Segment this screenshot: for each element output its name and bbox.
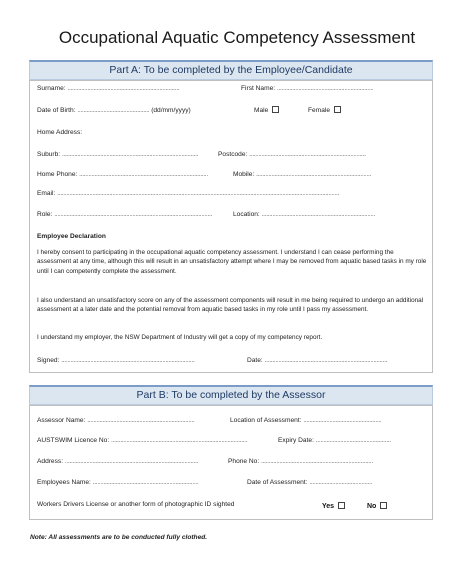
postcode-field[interactable]: Postcode: ............................................................................ — [218, 151, 366, 158]
home-phone-field[interactable]: Home Phone: .................................................................................... — [37, 171, 208, 178]
declaration-heading: Employee Declaration — [37, 233, 106, 240]
yes-checkbox[interactable]: Yes — [322, 502, 345, 510]
date-field[interactable]: Date: ................................................................................ — [247, 357, 388, 364]
location-field[interactable]: Location: .......................................................................... — [233, 211, 375, 218]
role-field[interactable]: Role: ....................................................................................................... — [37, 211, 213, 218]
location-of-assessment-field[interactable]: Location of Assessment: ................................................... — [230, 417, 382, 424]
phone-no-field[interactable]: Phone No: ......................................................................... — [228, 458, 373, 465]
page-title: Occupational Aquatic Competency Assessment — [58, 28, 416, 47]
mobile-field[interactable]: Mobile: ........................................................................... — [233, 171, 372, 178]
address-field[interactable]: Address: ....................................................................................... — [37, 458, 199, 465]
date-of-assessment-field[interactable]: Date of Assessment: ......................................... — [247, 479, 373, 486]
surname-field[interactable]: Surname: ......................................................................... — [37, 85, 180, 92]
email-field[interactable]: Email: ........................................................................................................................................................................................ — [37, 190, 340, 197]
female-check-icon[interactable] — [334, 106, 341, 113]
licence-sighted-text: Workers Drivers License or another form of photographic ID sighted — [37, 501, 235, 508]
male-checkbox[interactable]: Male — [254, 106, 279, 115]
part-a-heading: Part A: To be completed by the Employee/Candidate — [29, 60, 433, 80]
no-checkbox[interactable]: No — [367, 502, 387, 510]
declaration-paragraph-3: I understand my employer, the NSW Department of Industry will get a copy of my competency report. — [37, 334, 323, 341]
female-checkbox[interactable]: Female — [308, 106, 341, 115]
expiry-date-field[interactable]: Expiry Date: ................................................. — [278, 437, 391, 444]
part-a-box — [29, 80, 433, 373]
signed-field[interactable]: Signed: ....................................................................................... — [37, 357, 195, 364]
declaration-paragraph-2: I also understand an unsatisfactory score on any of the assessment components will result in me being required to undergo an additional assessment at a later date and the potential removal from aquatic based tasks in my role until I pass my assessment. — [37, 297, 424, 314]
employees-name-field[interactable]: Employees Name: ..................................................................... — [37, 479, 199, 486]
first-name-field[interactable]: First Name: ............................................................... — [241, 85, 374, 92]
home-address-field[interactable]: Home Address: — [37, 129, 83, 136]
declaration-paragraph-1: I hereby consent to participating in the occupational aquatic competency assessment. I understand I can cease performing the assessment at any time, although this will result in an unsatisfactory attempt where I may be removed from aquatic based tasks in my role until I can competently complete the assessment. — [37, 249, 427, 275]
part-b-heading: Part B: To be completed by the Assessor — [29, 385, 433, 405]
assessor-name-field[interactable]: Assessor Name: ...................................................................... — [37, 417, 195, 424]
no-check-icon[interactable] — [380, 502, 387, 509]
male-check-icon[interactable] — [272, 106, 279, 113]
suburb-field[interactable]: Suburb: ......................................................................................... — [37, 151, 199, 158]
footer-note: Note: All assessments are to be conducted fully clothed. — [30, 534, 208, 541]
yes-check-icon[interactable] — [338, 502, 345, 509]
austswim-field[interactable]: AUSTSWIM Licence No: ......................................................................................... — [37, 437, 248, 444]
dob-field[interactable]: Date of Birth: ............................................... (dd/mm/yyyy) — [37, 107, 191, 114]
